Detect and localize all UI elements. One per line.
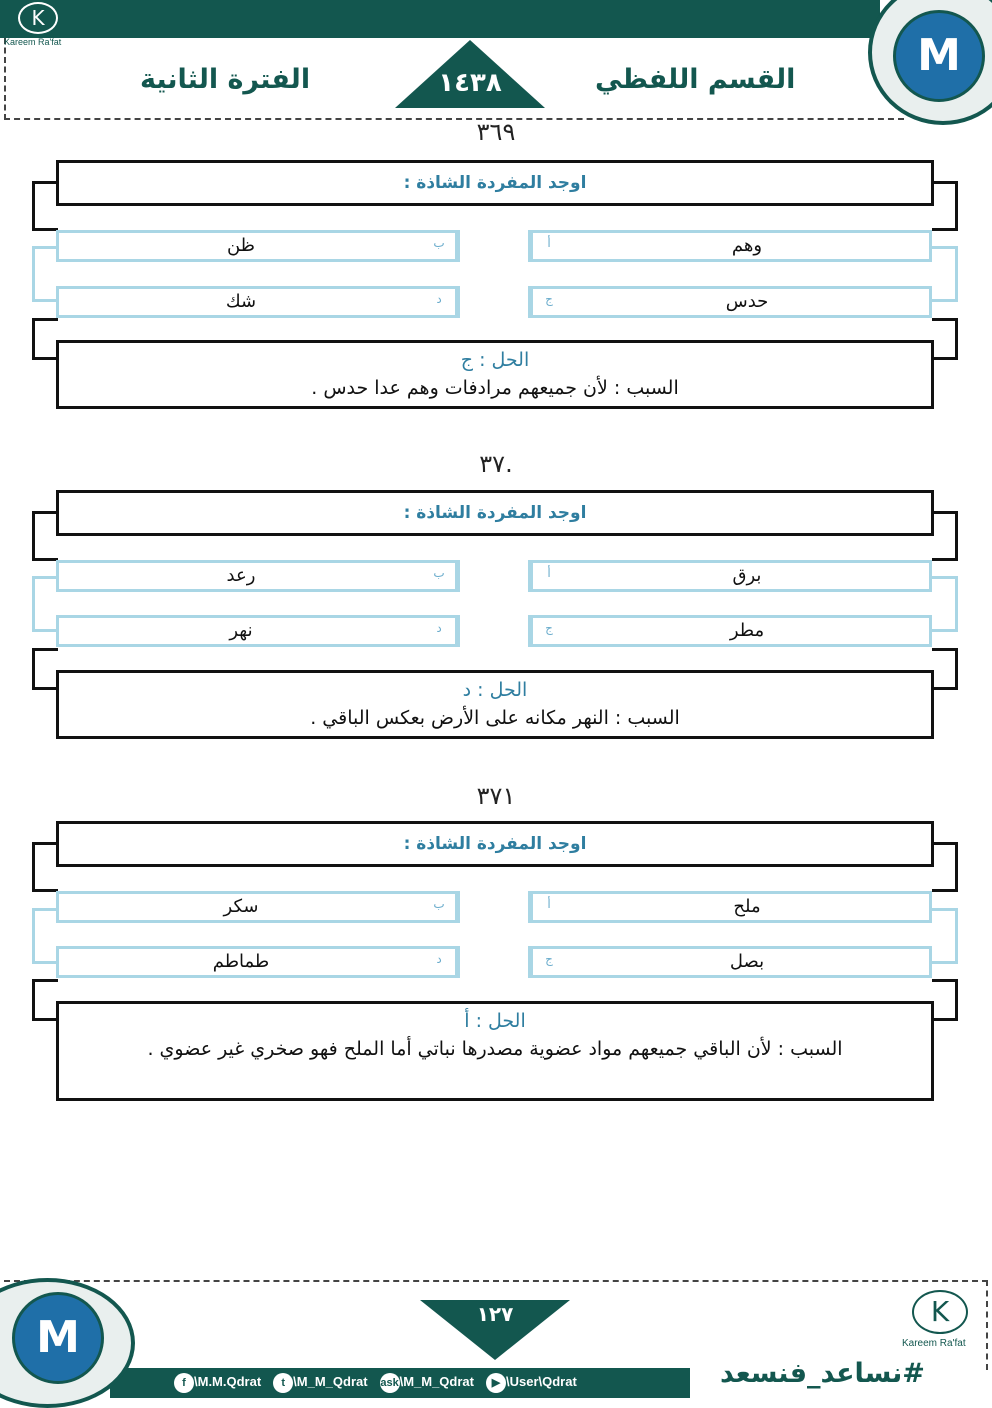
bracket	[932, 648, 958, 690]
option-letter: أ	[531, 563, 565, 589]
ask-icon: ask	[380, 1373, 400, 1393]
option-text: بصل	[729, 951, 765, 972]
bracket	[932, 979, 958, 1021]
option-letter: د	[423, 949, 457, 975]
option-a[interactable]	[528, 230, 932, 262]
option-text: حدس	[725, 291, 769, 312]
solution-answer: الحل : ج	[460, 349, 530, 371]
option-letter: أ	[531, 894, 565, 920]
question-number: ٣٧١	[476, 782, 516, 810]
option-bracket	[32, 246, 58, 302]
social-ask[interactable]	[374, 1373, 474, 1393]
kareem-logo-text: Kareem Ra'fat	[4, 37, 62, 47]
option-bracket	[932, 908, 958, 964]
qudrat-logo-icon: M	[893, 10, 985, 102]
question-number: ٣٧.	[479, 450, 513, 478]
bracket	[32, 511, 58, 561]
option-d[interactable]	[56, 946, 460, 978]
period-title: الفترة الثانية	[140, 64, 311, 95]
option-letter: د	[423, 289, 457, 315]
option-letter: أ	[531, 233, 565, 259]
social-links	[168, 1373, 577, 1393]
option-d[interactable]	[56, 615, 460, 647]
social-twitter[interactable]	[267, 1373, 367, 1393]
option-bracket	[32, 576, 58, 632]
option-bracket	[932, 246, 958, 302]
option-a[interactable]	[528, 891, 932, 923]
bracket	[32, 842, 58, 892]
solution-answer: الحل : د	[462, 679, 528, 701]
question-prompt: اوجد المفردة الشاذة :	[56, 160, 934, 206]
question-prompt: اوجد المفردة الشاذة :	[56, 821, 934, 867]
bracket	[932, 842, 958, 892]
question-number: ٣٦٩	[476, 118, 516, 146]
bracket	[32, 979, 58, 1021]
solution-reason: السبب : النهر مكانه على الأرض بعكس الباقي .	[310, 707, 680, 729]
solution-box	[56, 670, 934, 739]
option-text: وهم	[731, 235, 763, 256]
option-text: رعد	[226, 565, 256, 586]
option-text: طماطم	[212, 951, 270, 972]
option-b[interactable]	[56, 560, 460, 592]
solution-answer: الحل : أ	[464, 1010, 526, 1032]
kareem-logo-text: Kareem Ra'fat	[902, 1338, 966, 1349]
kareem-logo-icon: K	[18, 2, 58, 34]
option-bracket	[32, 908, 58, 964]
bracket	[932, 318, 958, 360]
option-c[interactable]	[528, 946, 932, 978]
hashtag-label: #نساعد_فنسعد	[720, 1358, 925, 1389]
option-text: برق	[732, 565, 762, 586]
social-facebook[interactable]	[168, 1373, 261, 1393]
option-letter: ب	[423, 563, 457, 589]
option-bracket	[932, 576, 958, 632]
bracket	[32, 181, 58, 231]
bracket	[932, 511, 958, 561]
option-b[interactable]	[56, 230, 460, 262]
option-letter: د	[423, 618, 457, 644]
option-b[interactable]	[56, 891, 460, 923]
option-text: ملح	[733, 896, 761, 917]
option-text: ظن	[226, 235, 256, 256]
bracket	[32, 648, 58, 690]
youtube-icon: ▶	[486, 1373, 506, 1393]
option-text: مطر	[729, 620, 765, 641]
option-letter: ب	[423, 894, 457, 920]
question-prompt: اوجد المفردة الشاذة :	[56, 490, 934, 536]
solution-box	[56, 340, 934, 409]
option-letter: ج	[531, 289, 565, 315]
option-a[interactable]	[528, 560, 932, 592]
social-handle: \M.M.Qdrat	[194, 1374, 262, 1389]
social-handle: \M_M_Qdrat	[293, 1374, 368, 1389]
social-youtube[interactable]	[480, 1373, 577, 1393]
option-letter: ج	[531, 618, 565, 644]
bracket	[32, 318, 58, 360]
option-letter: ج	[531, 949, 565, 975]
option-text: نهر	[229, 620, 253, 641]
option-c[interactable]	[528, 286, 932, 318]
social-handle: \User\Qdrat	[505, 1374, 577, 1389]
social-handle: \M_M_Qdrat	[399, 1374, 474, 1389]
solution-reason: السبب : لأن جميعهم مرادفات وهم عدا حدس .	[311, 377, 679, 399]
option-d[interactable]	[56, 286, 460, 318]
option-text: سكر	[223, 896, 259, 917]
kareem-logo-icon: K	[912, 1290, 968, 1334]
section-title: القسم اللفظي	[595, 64, 796, 95]
option-text: شك	[225, 291, 257, 312]
bracket	[932, 181, 958, 231]
year-label: ١٤٣٨	[438, 68, 502, 98]
option-c[interactable]	[528, 615, 932, 647]
qudrat-logo-icon: M	[12, 1292, 104, 1384]
option-letter: ب	[423, 233, 457, 259]
header-band	[0, 0, 880, 38]
solution-reason: السبب : لأن الباقي جميعهم مواد عضوية مصدرها نباتي أما الملح فهو صخري غير عضوي .	[147, 1038, 843, 1060]
facebook-icon: f	[174, 1373, 194, 1393]
twitter-icon: t	[273, 1373, 293, 1393]
solution-box	[56, 1001, 934, 1101]
page-number: ١٢٧	[476, 1302, 514, 1326]
